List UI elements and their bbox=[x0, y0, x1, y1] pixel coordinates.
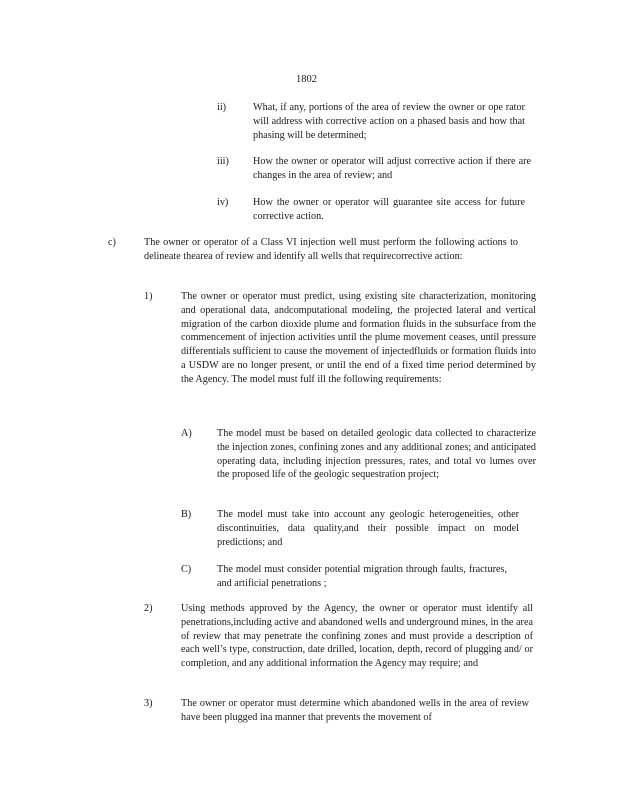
list-item-text: What, if any, portions of the area of review the owner or ope rator will address with corrective action on a phased basis and how that phasing will be determined; bbox=[253, 102, 525, 141]
subsection-text: The owner or operator must predict, using existing site characterization, monitoring and operational data, andcomputational modeling, the projected lateral and vertical migration of the carbon dioxide plume and formation fluids in the subsurface from the commencement of injection activities until the plume movement ceases, until pressure differentials sufficient to cause the movement of injectedfluids or formation fluids into a USDW are no longer present, or until the end of a fixed time period determined by the Agency. The model must fulf ill the following requirements: bbox=[181, 291, 536, 385]
list-marker: ii) bbox=[217, 102, 227, 113]
list-marker: iii) bbox=[217, 156, 229, 167]
section-text: The owner or operator of a Class VI injection well must perform the following actions to delineate thearea of review and identify all wells that requirecorrective action: bbox=[144, 237, 518, 262]
list-marker: iv) bbox=[217, 197, 229, 208]
list-item-text: How the owner or operator will adjust corrective action if there are changes in the area of review; and bbox=[253, 156, 531, 181]
subsection-marker: 1) bbox=[144, 291, 153, 302]
requirement-text: The model must be based on detailed geologic data collected to characterize the injection zones, confining zones and any additional zones; and anticipated operating data, including injection pressures, rates, and total vo lumes over the proposed life of the geologic sequestration project; bbox=[217, 428, 536, 481]
subsection-marker: 3) bbox=[144, 698, 153, 709]
requirement-text: The model must take into account any geologic heterogeneities, other discontinuities, data quality,and their possible impact on model predictions; and bbox=[217, 509, 519, 548]
subsection-text: Using methods approved by the Agency, the owner or operator must identify all penetrations,including active and abandoned wells and underground mines, in the area of review that may penetrate the confining zones and must provide a description of each well’s type, construction, date drilled, location, depth, record of plugging and/ or completion, and any additional information the Agency may require; and bbox=[181, 603, 533, 670]
list-item-text: How the owner or operator will guarantee site access for future corrective action. bbox=[253, 197, 525, 222]
subsection-text: The owner or operator must determine which abandoned wells in the area of review have been plugged ina manner that prevents the movement of bbox=[181, 698, 529, 723]
requirement-marker: C) bbox=[181, 564, 192, 575]
requirement-marker: B) bbox=[181, 509, 192, 520]
requirement-text: The model must consider potential migration through faults, fractures, and artificial penetrations ; bbox=[217, 564, 507, 589]
requirement-marker: A) bbox=[181, 428, 192, 439]
page-number: 1802 bbox=[296, 74, 317, 85]
subsection-marker: 2) bbox=[144, 603, 153, 614]
section-marker: c) bbox=[108, 237, 116, 248]
